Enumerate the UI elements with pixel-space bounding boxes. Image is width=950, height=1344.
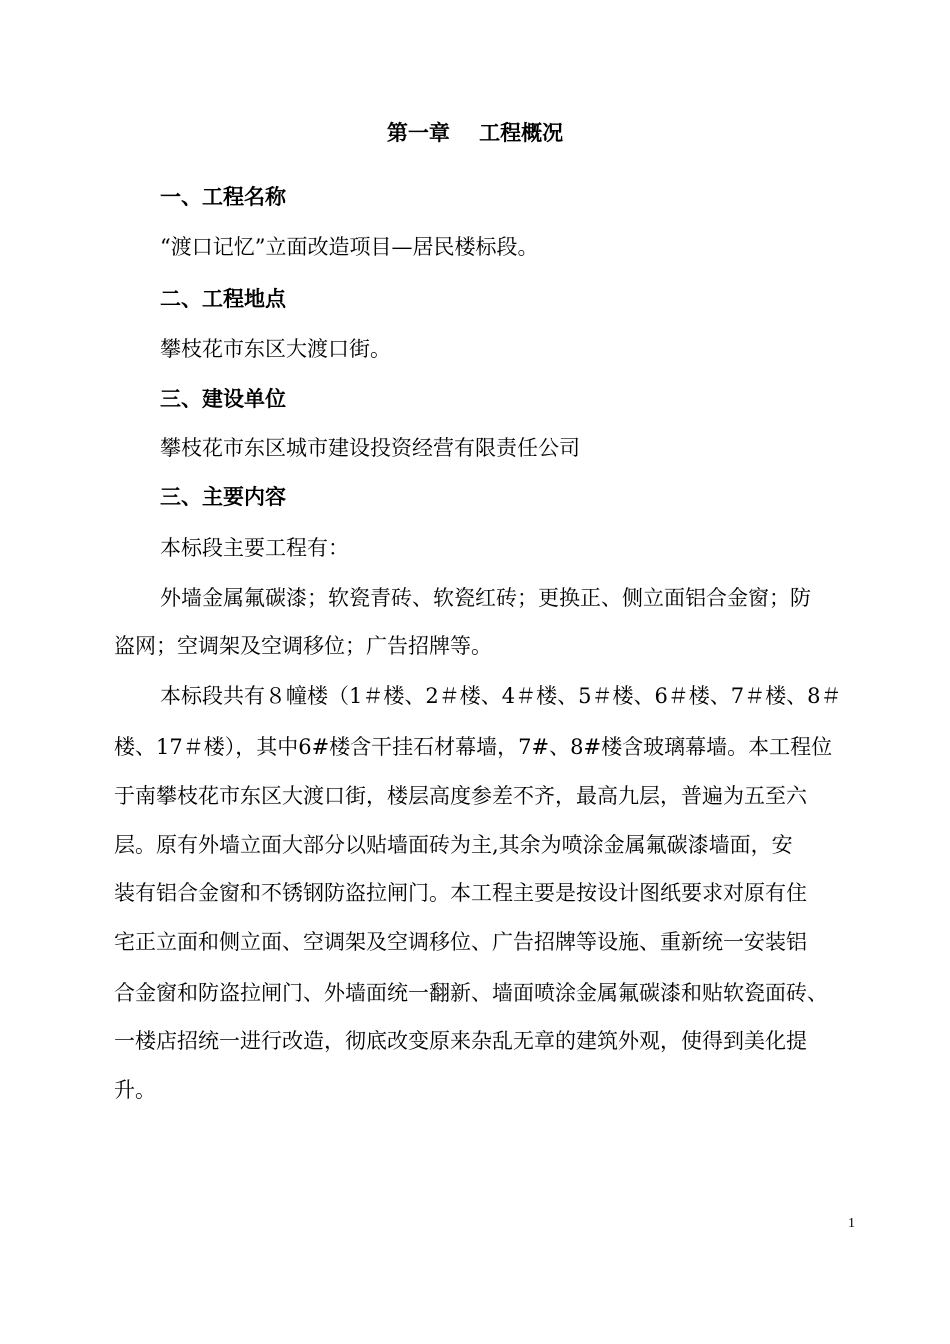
- section-heading-project-name: 一、工程名称: [160, 184, 286, 209]
- section-heading-location: 二、工程地点: [160, 286, 286, 311]
- detail-line: 于南攀枝花市东区大渡口街，楼层高度参差不齐，最高九层，普遍为五至六: [114, 784, 807, 808]
- detail-line: 升。: [114, 1078, 156, 1102]
- detail-line: 宅正立面和侧立面、空调架及空调移位、广告招牌等设施、重新统一安装铝: [114, 930, 807, 954]
- detail-line: 本标段共有８幢楼（1＃楼、2＃楼、4＃楼、5＃楼、6＃楼、7＃楼、8＃: [160, 684, 842, 708]
- chapter-title: 第一章 工程概况: [386, 120, 564, 145]
- works-line: 外墙金属氟碳漆；软瓷青砖、软瓷红砖；更换正、侧立面铝合金窗；防: [160, 586, 811, 610]
- detail-line: 层。原有外墙立面大部分以贴墙面砖为主,其余为喷涂金属氟碳漆墙面，安: [114, 833, 793, 857]
- main-content-intro: 本标段主要工程有：: [160, 536, 349, 560]
- works-line: 盗网；空调架及空调移位；广告招牌等。: [114, 634, 492, 658]
- detail-line: 一楼店招统一进行改造，彻底改变原来杂乱无章的建筑外观，使得到美化提: [114, 1029, 807, 1053]
- detail-line: 装有铝合金窗和不锈钢防盗拉闸门。本工程主要是按设计图纸要求对原有住: [114, 881, 807, 905]
- project-name-text: “渡口记忆”立面改造项目—居民楼标段。: [160, 235, 539, 259]
- location-text: 攀枝花市东区大渡口街。: [160, 337, 391, 361]
- detail-line: 合金窗和防盗拉闸门、外墙面统一翻新、墙面喷涂金属氟碳漆和贴软瓷面砖、: [114, 981, 828, 1005]
- section-heading-owner: 三、建设单位: [160, 386, 286, 411]
- page-number: 1: [848, 1216, 855, 1231]
- owner-text: 攀枝花市东区城市建设投资经营有限责任公司: [160, 436, 580, 460]
- detail-line: 楼、17＃楼），其中6#楼含干挂石材幕墙，7#、8#楼含玻璃幕墙。本工程位: [114, 735, 833, 759]
- section-heading-main-content: 三、主要内容: [160, 484, 286, 509]
